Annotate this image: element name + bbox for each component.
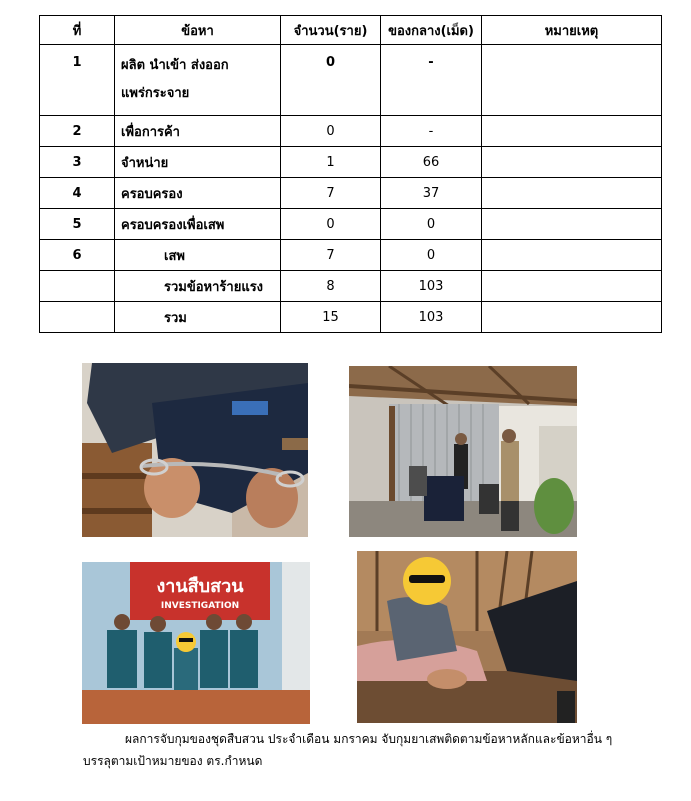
row-note — [482, 240, 662, 271]
row-charge: เสพ — [115, 240, 281, 271]
row-charge-line1: ผลิต นำเข้า ส่งออก — [121, 58, 229, 73]
row-seized: 103 — [381, 302, 482, 333]
table-row — [40, 147, 662, 178]
row-no — [40, 302, 115, 333]
row-seized: - — [381, 116, 482, 147]
row-note — [482, 116, 662, 147]
header-seized: ของกลาง(เม็ด) — [381, 16, 482, 45]
table-row — [40, 302, 662, 333]
photo-handcuffs — [82, 363, 308, 537]
sign-line2: INVESTIGATION — [160, 601, 240, 611]
photo-shelter-arrest — [349, 366, 577, 537]
header-note: หมายเหตุ — [482, 16, 662, 45]
row-no: 3 — [40, 147, 115, 178]
row-count: 7 — [281, 178, 381, 209]
row-charge: เพื่อการค้า — [115, 116, 281, 147]
row-no: 2 — [40, 116, 115, 147]
row-seized: 66 — [381, 147, 482, 178]
caption-line1: ผลการจับกุมของชุดสืบสวน ประจำเดือน มกราคม จับกุมยาเสพติดตามข้อหาหลักและข้อหาอื่น ๆ — [125, 732, 613, 746]
row-count: 15 — [281, 302, 381, 333]
row-no: 1 — [40, 45, 115, 116]
row-note — [482, 45, 662, 116]
row-note — [482, 271, 662, 302]
header-count: จำนวน(ราย) — [281, 16, 381, 45]
row-count: 0 — [281, 116, 381, 147]
sign-line1: งานสืบสวน — [156, 576, 244, 597]
row-no: 4 — [40, 178, 115, 209]
table-row — [40, 209, 662, 240]
header-no: ที่ — [40, 16, 115, 45]
row-count: 0 — [281, 209, 381, 240]
table-header-row — [40, 16, 662, 45]
row-seized: 0 — [381, 240, 482, 271]
row-count: 8 — [281, 271, 381, 302]
row-count: 7 — [281, 240, 381, 271]
row-note — [482, 147, 662, 178]
row-count: 1 — [281, 147, 381, 178]
row-no — [40, 271, 115, 302]
table-row — [40, 116, 662, 147]
row-charge: จำหน่าย — [115, 147, 281, 178]
row-charge: รวม — [115, 302, 281, 333]
row-seized: 37 — [381, 178, 482, 209]
row-charge — [115, 45, 281, 116]
drug-arrest-table — [39, 15, 662, 333]
row-charge: ครอบครอง — [115, 178, 281, 209]
table-row — [40, 45, 662, 116]
row-no: 5 — [40, 209, 115, 240]
caption-line2: บรรลุตามเป้าหมายของ ตร.กำหนด — [83, 754, 263, 768]
row-charge: ครอบครองเพื่อเสพ — [115, 209, 281, 240]
row-seized: 0 — [381, 209, 482, 240]
photo-investigation-team — [82, 562, 310, 724]
row-note — [482, 209, 662, 240]
row-note — [482, 178, 662, 209]
row-count: 0 — [281, 45, 381, 116]
table-row — [40, 271, 662, 302]
header-charge: ข้อหา — [115, 16, 281, 45]
row-note — [482, 302, 662, 333]
row-charge-line2: แพร่กระจาย — [121, 86, 190, 101]
table-row — [40, 178, 662, 209]
row-seized: 103 — [381, 271, 482, 302]
photo-caption — [83, 728, 643, 772]
photo-suspect-floor — [357, 551, 577, 723]
row-charge: รวมข้อหาร้ายแรง — [115, 271, 281, 302]
row-seized: - — [381, 45, 482, 116]
table-row — [40, 240, 662, 271]
row-no: 6 — [40, 240, 115, 271]
